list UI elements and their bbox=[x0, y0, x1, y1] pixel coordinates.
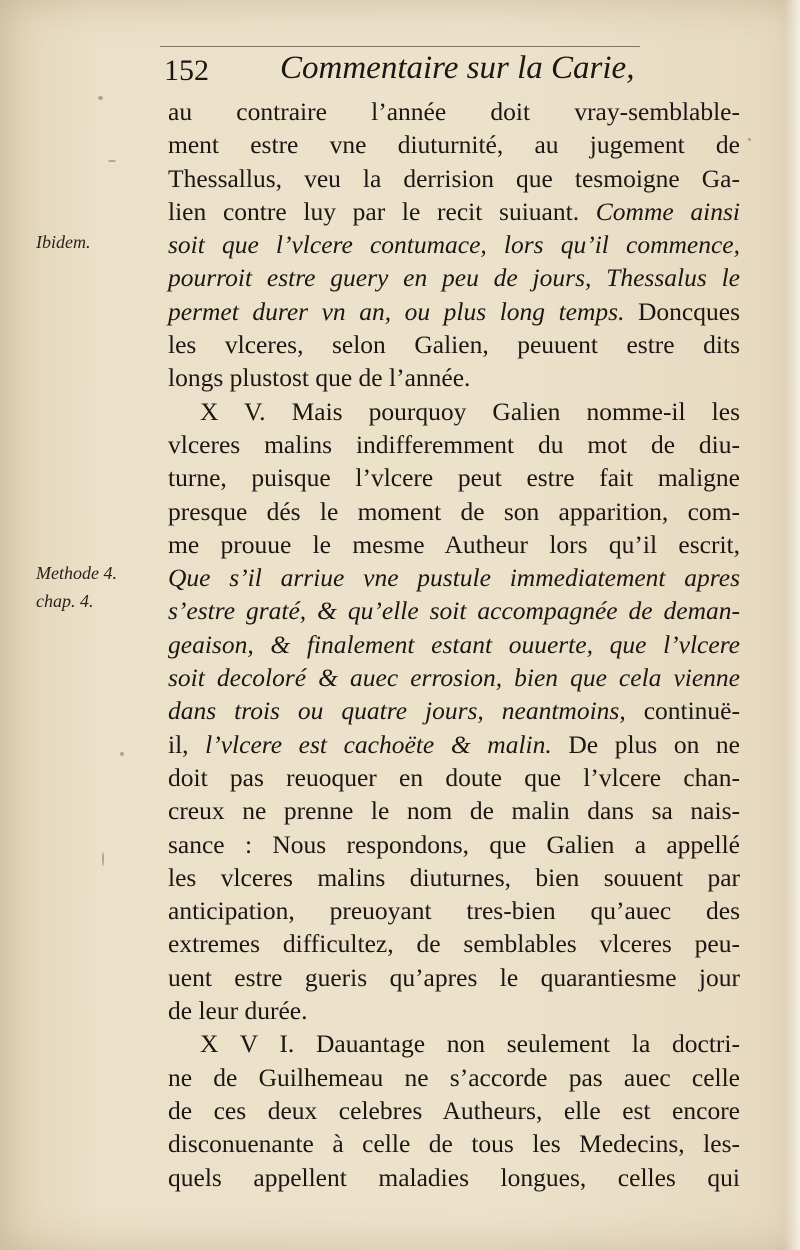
text-line: s’estre graté, & qu’elle soit accompagnée de deman- bbox=[168, 596, 740, 626]
paper-speck bbox=[748, 138, 751, 141]
text-segment: lien contre luy par le recit suiuant. bbox=[168, 196, 596, 226]
text-segment: il, bbox=[168, 729, 206, 759]
text-segment: l’vlcere est cachoëte & malin. bbox=[205, 729, 569, 759]
text-line: de ces deux celebres Autheurs, elle est encore bbox=[168, 1095, 740, 1125]
text-line: ment estre vne diuturnité, au jugement de bbox=[168, 130, 740, 160]
paper-speck bbox=[102, 852, 104, 866]
text-segment: dans trois ou quatre jours, neantmoins, bbox=[168, 696, 644, 726]
paper-speck bbox=[120, 752, 124, 756]
text-line: extremes difficultez, de semblables vlceres peu- bbox=[168, 929, 740, 959]
text-line: X V. Mais pourquoy Galien nomme-il les bbox=[200, 396, 740, 426]
text-line: pourroit estre guery en peu de jours, Thessalus le bbox=[168, 263, 740, 293]
page-number: 152 bbox=[164, 54, 209, 87]
text-line: de leur durée. bbox=[168, 996, 308, 1026]
text-line: turne, puisque l’vlcere peut estre fait maligne bbox=[168, 463, 740, 493]
text-line bbox=[168, 694, 740, 727]
margin-note-methode: Methode 4. bbox=[36, 563, 117, 583]
body-text bbox=[168, 95, 740, 1194]
text-segment: De plus on ne bbox=[568, 729, 741, 759]
text-segment: permet durer vn an, ou plus long temps. bbox=[168, 296, 639, 326]
text-line: les vlceres malins diuturnes, bien souuent par bbox=[168, 862, 740, 892]
text-line bbox=[168, 195, 740, 228]
paper-speck bbox=[108, 160, 116, 162]
text-line: longs plustost que de l’année. bbox=[168, 363, 471, 393]
text-line: soit que l’vlcere contumace, lors qu’il commence, bbox=[168, 230, 740, 260]
text-segment: continuë- bbox=[643, 696, 740, 726]
paper-speck bbox=[98, 96, 103, 100]
text-segment: Comme ainsi bbox=[595, 196, 740, 226]
header-rule bbox=[160, 46, 640, 47]
text-line: soit decoloré & auec errosion, bien que cela vienne bbox=[168, 663, 740, 693]
text-line: disconuenante à celle de tous les Medecins, les- bbox=[168, 1129, 740, 1159]
text-line: presque dés le moment de son apparition, com- bbox=[168, 496, 740, 526]
text-line: geaison, & finalement estant ouuerte, que l’vlcere bbox=[168, 629, 740, 659]
text-line: creux ne prenne le nom de malin dans sa nais- bbox=[168, 796, 740, 826]
page-edge bbox=[784, 0, 800, 1250]
text-line: X V I. Dauantage non seulement la doctri- bbox=[200, 1029, 740, 1059]
text-line: sance : Nous respondons, que Galien a appellé bbox=[168, 829, 740, 859]
margin-note-chapitre: chap. 4. bbox=[36, 591, 94, 611]
text-line: anticipation, preuoyant tres-bien qu’auec des bbox=[168, 896, 740, 926]
text-segment: Doncques bbox=[638, 296, 740, 326]
page-header bbox=[160, 44, 640, 96]
text-line: Que s’il arriue vne pustule immediatement apres bbox=[168, 563, 740, 593]
text-line: Thessallus, veu la derrision que tesmoigne Ga- bbox=[168, 163, 740, 193]
text-line: ne de Guilhemeau ne s’accorde pas auec celle bbox=[168, 1062, 740, 1092]
text-line bbox=[168, 728, 740, 761]
text-line: doit pas reuoquer en doute que l’vlcere chan- bbox=[168, 762, 740, 792]
running-title: Commentaire sur la Carie, bbox=[280, 50, 635, 86]
text-line: vlceres malins indifferemment du mot de diu- bbox=[168, 429, 740, 459]
text-line: quels appellent maladies longues, celles qui bbox=[168, 1162, 740, 1192]
text-line: uent estre gueris qu’apres le quarantiesme jour bbox=[168, 962, 740, 992]
margin-note-ibidem: Ibidem. bbox=[36, 232, 91, 252]
text-line: au contraire l’année doit vray-semblable- bbox=[168, 97, 740, 126]
text-line: me prouue le mesme Autheur lors qu’il escrit, bbox=[168, 529, 740, 559]
text-line: les vlceres, selon Galien, peuuent estre dits bbox=[168, 330, 740, 360]
text-line bbox=[168, 295, 740, 328]
